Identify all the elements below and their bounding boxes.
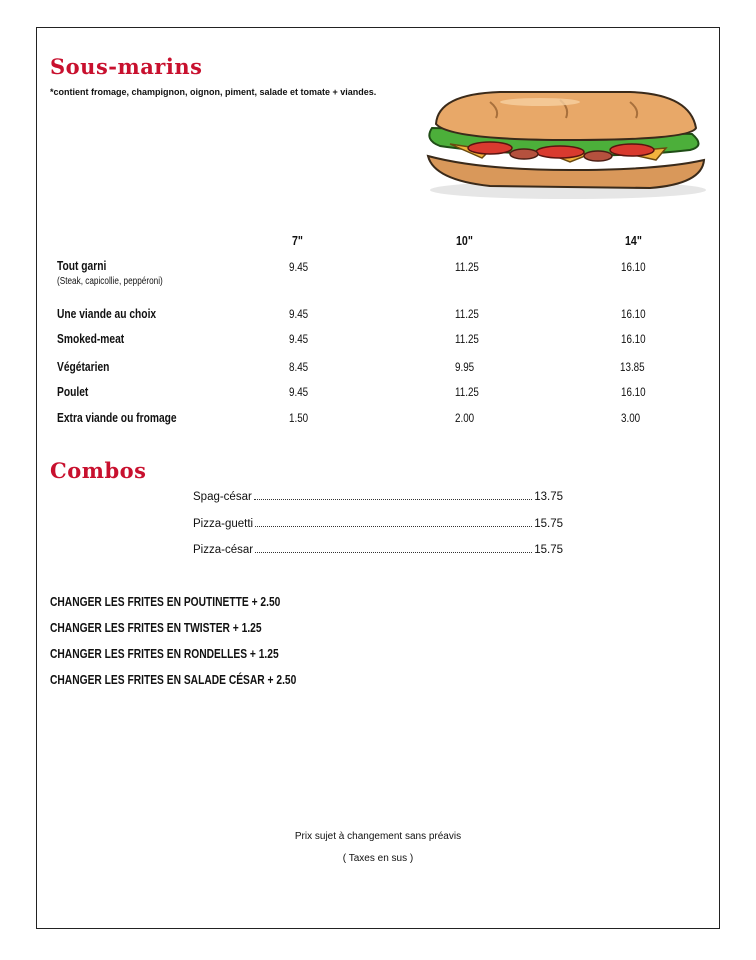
price-14: 16.10 [621,385,646,399]
combo-price: 15.75 [534,544,563,556]
sub-name: Une viande au choix [57,307,157,321]
price-14: 13.85 [620,360,645,374]
price-14: 16.10 [621,260,646,274]
size-header-7: 7" [292,233,303,248]
fries-upgrade-option: CHANGER LES FRITES EN POUTINETTE + 2.50 [50,595,281,609]
sub-name: Poulet [57,385,89,399]
size-header-10: 10" [456,233,473,248]
price-14: 16.10 [621,332,646,346]
price-7: 9.45 [289,260,309,274]
price-10: 11.25 [455,307,479,321]
price-10: 9.95 [455,360,475,374]
subs-section-title: Sous-marins [50,54,203,79]
size-header-14: 14" [625,233,642,248]
sub-description: (Steak, capicollie, peppéroni) [57,276,163,287]
combo-item [193,491,563,503]
sub-name: Tout garni [57,259,107,273]
fries-upgrade-option: CHANGER LES FRITES EN RONDELLES + 1.25 [50,647,279,661]
dot-leader [254,499,532,500]
submarine-sandwich-illustration [420,88,708,200]
price-10: 11.25 [455,260,479,274]
fries-upgrade-option: CHANGER LES FRITES EN TWISTER + 1.25 [50,621,262,635]
price-10: 11.25 [455,332,479,346]
price-disclaimer: Prix sujet à changement sans préavis [294,831,462,842]
price-7: 9.45 [289,307,309,321]
combo-price: 13.75 [534,491,563,503]
dot-leader [255,552,532,553]
subs-ingredients-note: *contient fromage, champignon, oignon, piment, salade et tomate + viandes. [50,87,377,97]
combo-item [193,518,563,530]
tax-note: ( Taxes en sus ) [342,853,414,864]
combo-price: 15.75 [534,518,563,530]
dot-leader [255,526,532,527]
combo-name: Pizza-césar [193,544,254,556]
combos-section-title: Combos [50,458,147,483]
combo-name: Pizza-guetti [193,518,254,530]
price-10: 11.25 [455,385,479,399]
combo-item [193,544,563,556]
combo-name: Spag-césar [193,491,252,503]
sub-name: Smoked-meat [57,332,125,346]
price-14: 16.10 [621,307,646,321]
fries-upgrade-option: CHANGER LES FRITES EN SALADE CÉSAR + 2.50 [50,673,297,687]
price-7: 1.50 [289,411,309,425]
sub-name: Végétarien [57,360,110,374]
price-7: 8.45 [289,360,309,374]
price-10: 2.00 [455,411,475,425]
price-7: 9.45 [289,385,309,399]
price-7: 9.45 [289,332,309,346]
sub-name: Extra viande ou fromage [57,411,177,425]
price-14: 3.00 [621,411,641,425]
